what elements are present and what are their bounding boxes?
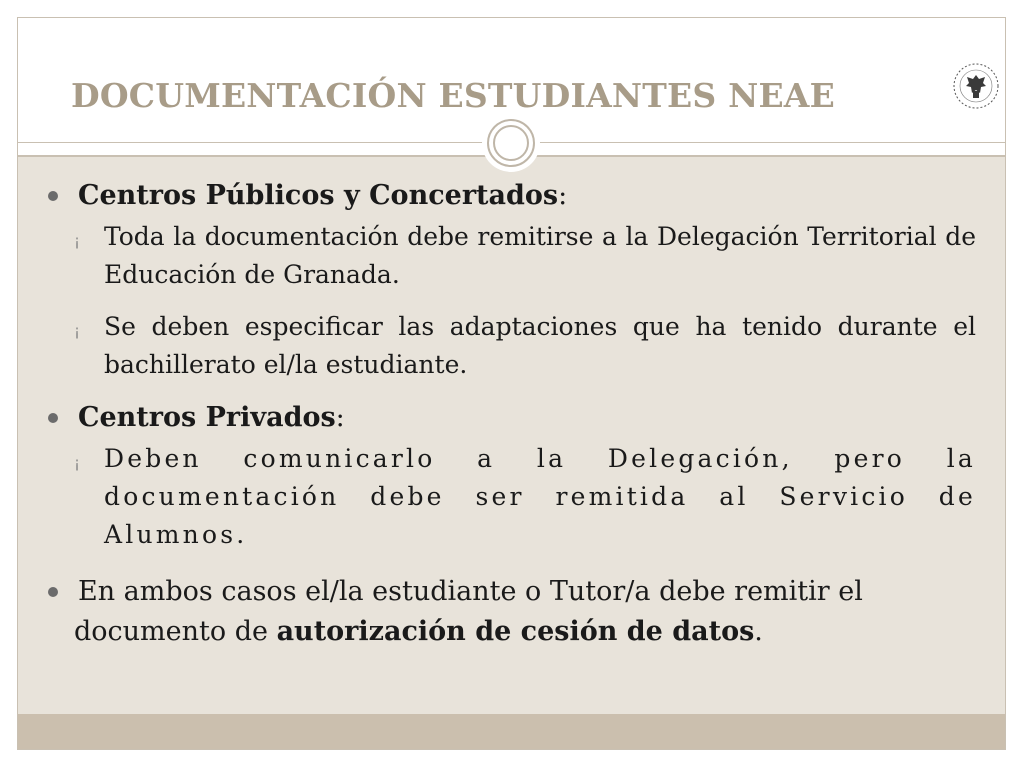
final-note-continuation: documento de autorización de cesión de datos.: [74, 616, 763, 647]
bullet-public-centers: Centros Públicos y Concertados:: [46, 176, 976, 216]
bullet-dot-icon: [48, 587, 58, 597]
bullet-dot-icon: [48, 413, 58, 423]
slide-body: [46, 176, 976, 652]
list-item: ¡ Deben comunicarlo a la Delegación, pero la documentación debe ser remitida al Servicio de Alumnos.: [74, 444, 976, 549]
section-heading: Centros Públicos y Concertados: [78, 180, 559, 211]
university-seal-icon: [952, 62, 1000, 110]
slide-title: DOCUMENTACIÓN ESTUDIANTES NEAE: [71, 76, 835, 115]
list-item: ¡ Se deben especificar las adaptaciones que ha tenido durante el bachillerato el/la estudiante.: [74, 312, 976, 379]
decorative-ring-icon: [484, 116, 538, 170]
section-heading: Centros Privados: [78, 402, 336, 433]
sub-bullet-icon: ¡: [74, 232, 81, 250]
bullet-private-centers: Centros Privados:: [46, 398, 976, 438]
list-item: ¡ Toda la documentación debe remitirse a la Delegación Territorial de Educación de Granada.: [74, 222, 976, 289]
bullet-final-note: En ambos casos el/la estudiante o Tutor/a debe remitir el: [46, 572, 976, 612]
bullet-dot-icon: [48, 191, 58, 201]
footer-bar: [18, 714, 1005, 749]
sub-bullet-icon: ¡: [74, 454, 84, 472]
sub-bullet-icon: ¡: [74, 322, 81, 340]
